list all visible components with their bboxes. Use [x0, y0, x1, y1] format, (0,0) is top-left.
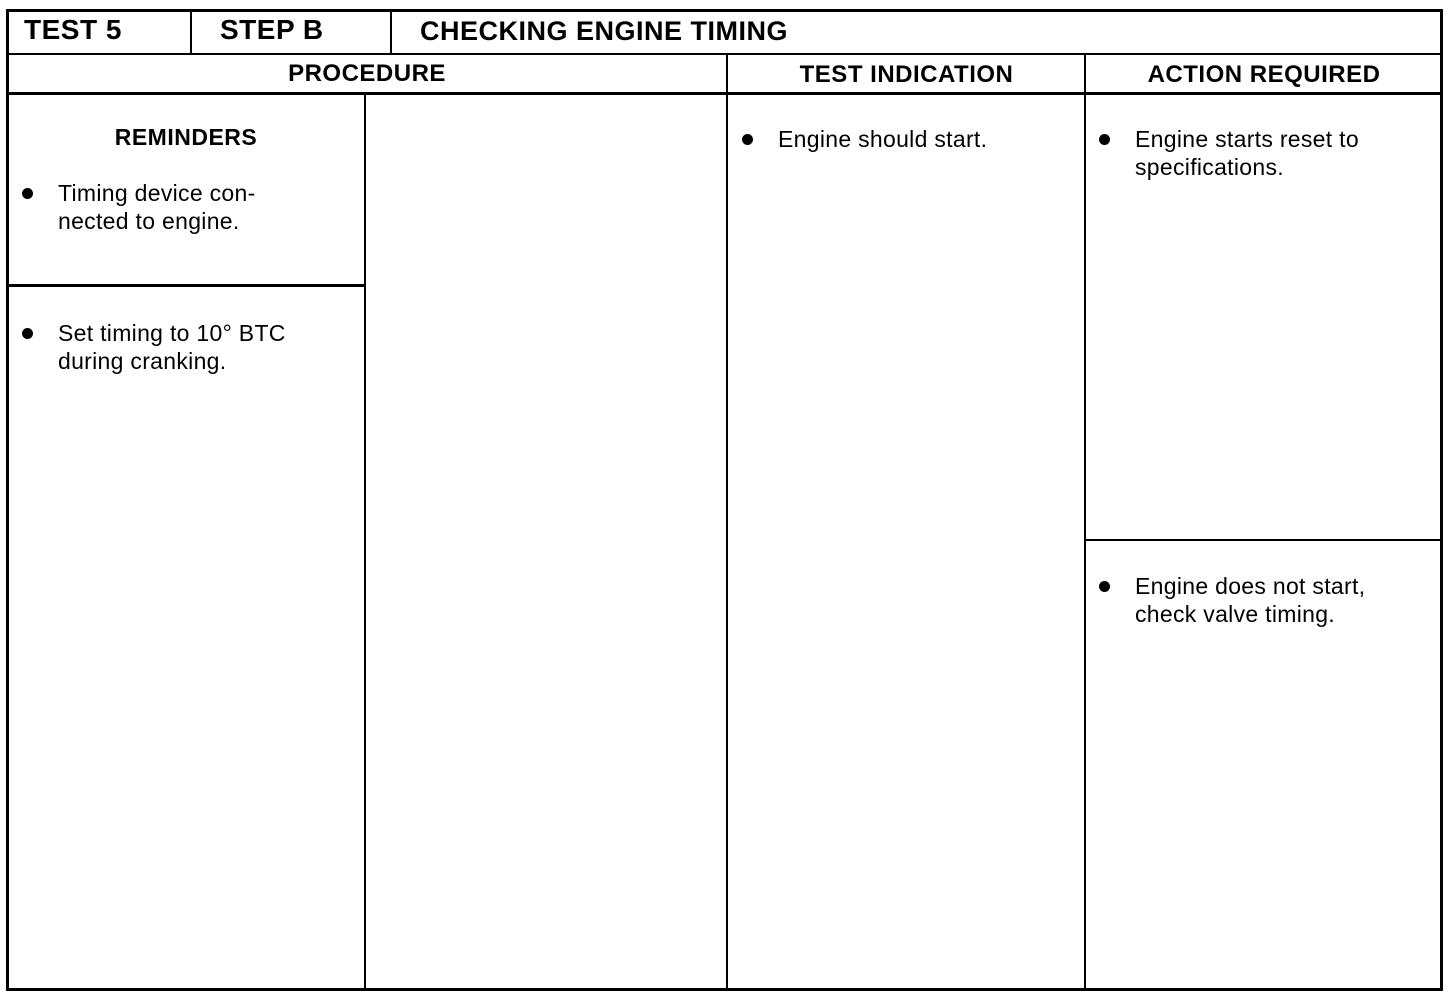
step-label: STEP B	[220, 14, 324, 45]
bullet-icon	[1099, 134, 1110, 145]
action-1-line-2: specifications.	[1135, 154, 1284, 180]
action-2-line-1: Engine does not start,	[1135, 573, 1366, 599]
procedure-step-line-2: during cranking.	[58, 348, 227, 374]
divider-procedure-inner	[364, 93, 366, 990]
page-title: CHECKING ENGINE TIMING	[420, 16, 789, 46]
action-2-line-2: check valve timing.	[1135, 601, 1335, 627]
column-header-action-required: ACTION REQUIRED	[1147, 61, 1381, 88]
bullet-icon	[1099, 581, 1110, 592]
reminders-heading: REMINDERS	[114, 124, 258, 150]
column-header-bottom-rule	[6, 92, 1443, 95]
header-divider-1	[190, 9, 192, 54]
divider-indication-action	[1084, 55, 1086, 990]
bullet-icon	[742, 134, 753, 145]
frame-right	[1440, 9, 1443, 991]
procedure-step-line-1: Set timing to 10° BTC	[58, 320, 286, 346]
reminder-line-1: Timing device con-	[58, 180, 256, 206]
test-indication-line-1: Engine should start.	[778, 126, 988, 152]
header-divider-2	[390, 9, 392, 54]
column-header-test-indication: TEST INDICATION	[799, 61, 1014, 88]
frame-bottom	[6, 988, 1443, 991]
frame-top	[6, 9, 1443, 12]
reminder-line-2: nected to engine.	[58, 208, 240, 234]
divider-procedure-indication	[726, 55, 728, 990]
bullet-icon	[22, 188, 33, 199]
frame-left	[6, 9, 9, 991]
column-header-procedure: PROCEDURE	[288, 60, 446, 87]
reminders-bottom-rule	[6, 284, 366, 287]
header-bottom-rule	[6, 53, 1443, 55]
test-number: TEST 5	[24, 14, 122, 45]
bullet-icon	[22, 328, 33, 339]
action-split-rule	[1084, 539, 1443, 541]
action-1-line-1: Engine starts reset to	[1135, 126, 1359, 152]
